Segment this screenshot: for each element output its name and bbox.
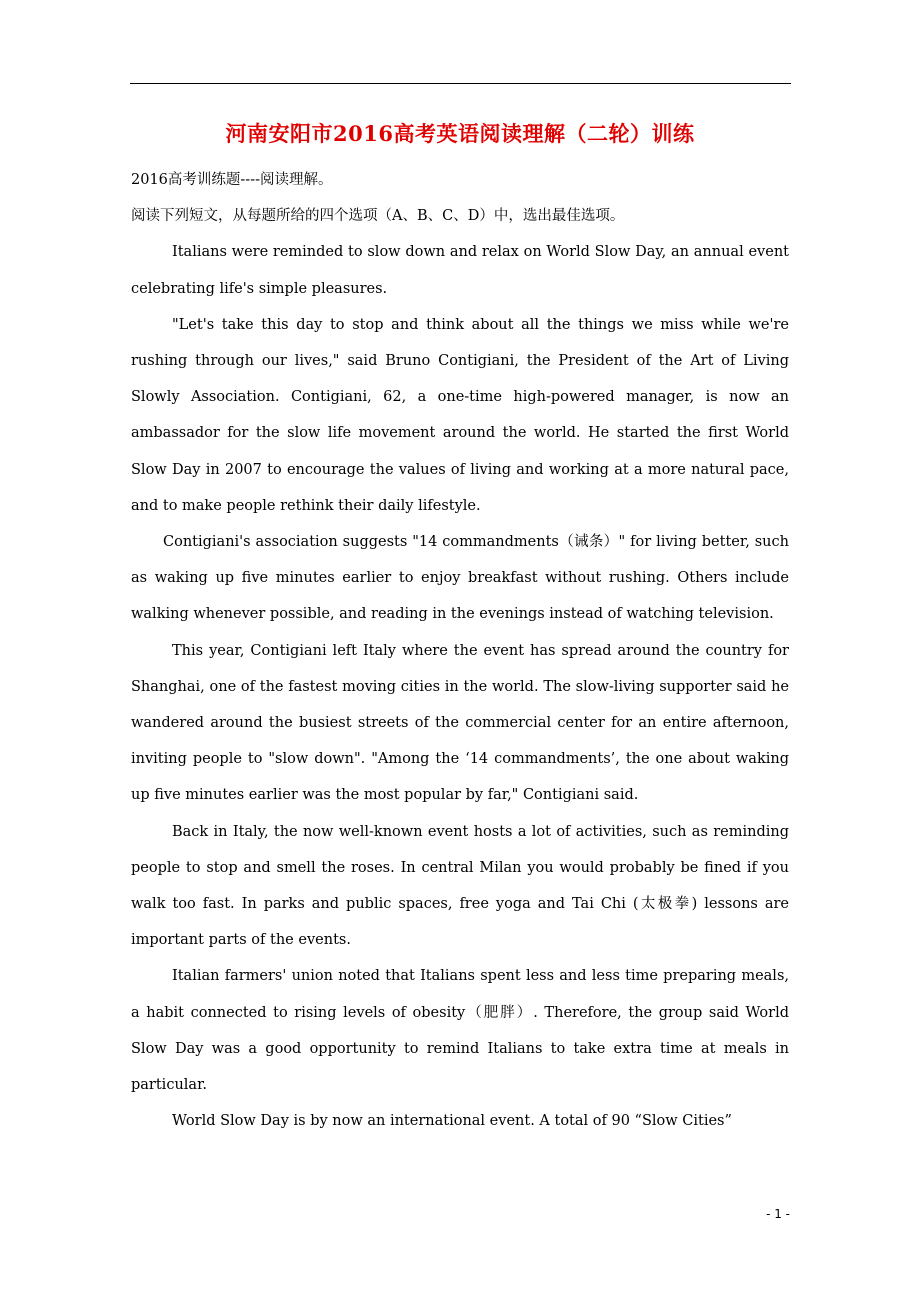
paragraph-7: World Slow Day is by now an international event. A total of 90 “Slow Cities”	[172, 1113, 732, 1130]
instruction: 阅读下列短文，从每题所给的四个选项（A、B、C、D）中，选出最佳选项。	[131, 208, 625, 225]
document-title: 河南安阳市2016高考英语阅读理解（二轮）训练	[225, 121, 695, 146]
document-body	[131, 162, 789, 1139]
paragraph-2: "Let's take this day to stop and think about all the things we miss while we're rushing through our lives," said Bruno Contigiani, the President of the Art of Living Slowly Association. Contigiani, 62, a one-time high-powered manager, is now an ambassador for the slow life movement around the world. He started the first World Slow Day in 2007 to encourage the values of living and working at a more natural pace, and to make people rethink their daily lifestyle.	[131, 316, 789, 514]
page-number: - 1 -	[766, 1207, 790, 1221]
paragraph-3: Contigiani's association suggests "14 commandments（诫条）" for living better, such as waking up five minutes earlier to enjoy breakfast without rushing. Others include walking whenever possible, and reading in the evenings instead of watching television.	[131, 534, 789, 623]
paragraph-5: Back in Italy, the now well-known event hosts a lot of activities, such as reminding people to stop and smell the roses. In central Milan you would probably be fined if you walk too fast. In parks and public spaces, free yoga and Tai Chi (太极拳) lessons are important parts of the events.	[131, 823, 789, 949]
paragraph-4: This year, Contigiani left Italy where the event has spread around the country for Shanghai, one of the fastest moving cities in the world. The slow-living supporter said he wandered around the busiest streets of the commercial center for an entire afternoon, inviting people to "slow down". "Among the ‘14 commandments’, the one about waking up five minutes earlier was the most popular by far," Contigiani said.	[131, 642, 789, 804]
subtitle: 2016高考训练题----阅读理解。	[131, 172, 333, 188]
paragraph-6: Italian farmers' union noted that Italians spent less and less time preparing meals, a habit connected to rising levels of obesity（肥胖）. Therefore, the group said World Slow Day was a good opportunity to remind Italians to take extra time at meals in particular.	[131, 968, 789, 1094]
paragraph-1: Italians were reminded to slow down and relax on World Slow Day, an annual event celebrating life's simple pleasures.	[131, 244, 789, 297]
header-rule	[130, 83, 791, 84]
